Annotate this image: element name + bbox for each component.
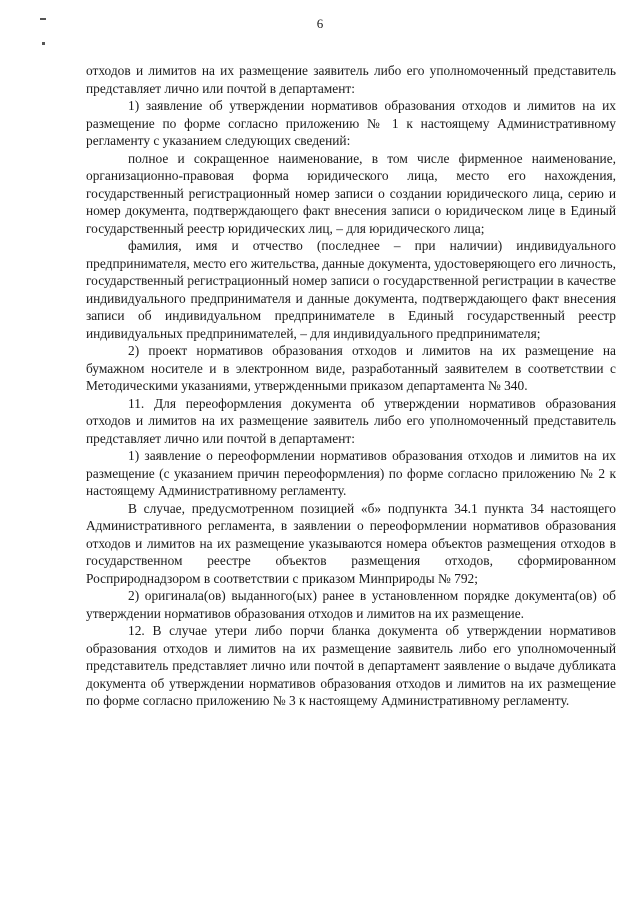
paragraph: 2) оригинала(ов) выданного(ых) ранее в установленном порядке документа(ов) об утверждении нормативов образования отходов и лимитов на их размещение. [86, 588, 616, 621]
paragraph: фамилия, имя и отчество (последнее – при наличии) индивидуального предпринимателя, место его жительства, данные документа, удостоверяющего его личность, государственный регистрационный номер записи о государственной регистрации в качестве индивидуального предпринимателя и данные документа, подтверждающего факт внесения записи об индивидуальном предпринимателе в Единый государственный реестр индивидуальных предпринимателей, – для индивидуального предпринимателя; [86, 238, 616, 341]
paragraph: 2) проект нормативов образования отходов и лимитов на их размещение на бумажном носителе и в электронном виде, разработанный заявителем в соответствии с Методическими указаниями, утвержденными приказом департамента № 340. [86, 343, 616, 393]
paragraph: полное и сокращенное наименование, в том числе фирменное наименование, организационно-правовая форма юридического лица, место его нахождения, государственный регистрационный номер записи о создании юридического лица, серию и номер документа, подтверждающего факт внесения записи о юридическом лице в Единый государственный реестр юридических лиц, – для юридического лица; [86, 150, 616, 236]
paragraph: отходов и лимитов на их размещение заявитель либо его уполномоченный представитель представляет лично или почтой в департамент: [86, 63, 616, 96]
page-number: 6 [316, 16, 324, 31]
paragraph: 12. В случае утери либо порчи бланка документа об утверждении нормативов образования отходов и лимитов на их размещение заявитель либо его уполномоченный представитель представляет лично или почтой в департамент заявление о выдаче дубликата документа об утверждении нормативов образования отходов и лимитов на их размещение по форме согласно приложению № 3 к настоящему Административному регламенту. [86, 623, 616, 708]
document-body [86, 62, 616, 710]
paragraph: В случае, предусмотренном позицией «б» подпункта 34.1 пункта 34 настоящего Административного регламента, в заявлении о переоформлении нормативов образования отходов и лимитов на их размещение указываются номера объектов размещения отходов в государственном реестре объектов размещения отходов, сформированном Росприроднадзором в соответствии с приказом Минприроды № 792; [86, 500, 616, 586]
paragraph: 1) заявление об утверждении нормативов образования отходов и лимитов на их размещение по форме согласно приложению № 1 к настоящему Административному регламенту с указанием следующих сведений: [86, 98, 616, 148]
paragraph: 11. Для переоформления документа об утверждении нормативов образования отходов и лимитов на их размещение заявитель либо его уполномоченный представитель представляет лично или почтой в департамент: [86, 395, 616, 446]
paragraph: 1) заявление о переоформлении нормативов образования отходов и лимитов на их размещение (с указанием причин переоформления) по форме согласно приложению № 2 к настоящему Административному регламенту. [86, 448, 616, 498]
scan-artifact [42, 42, 45, 45]
